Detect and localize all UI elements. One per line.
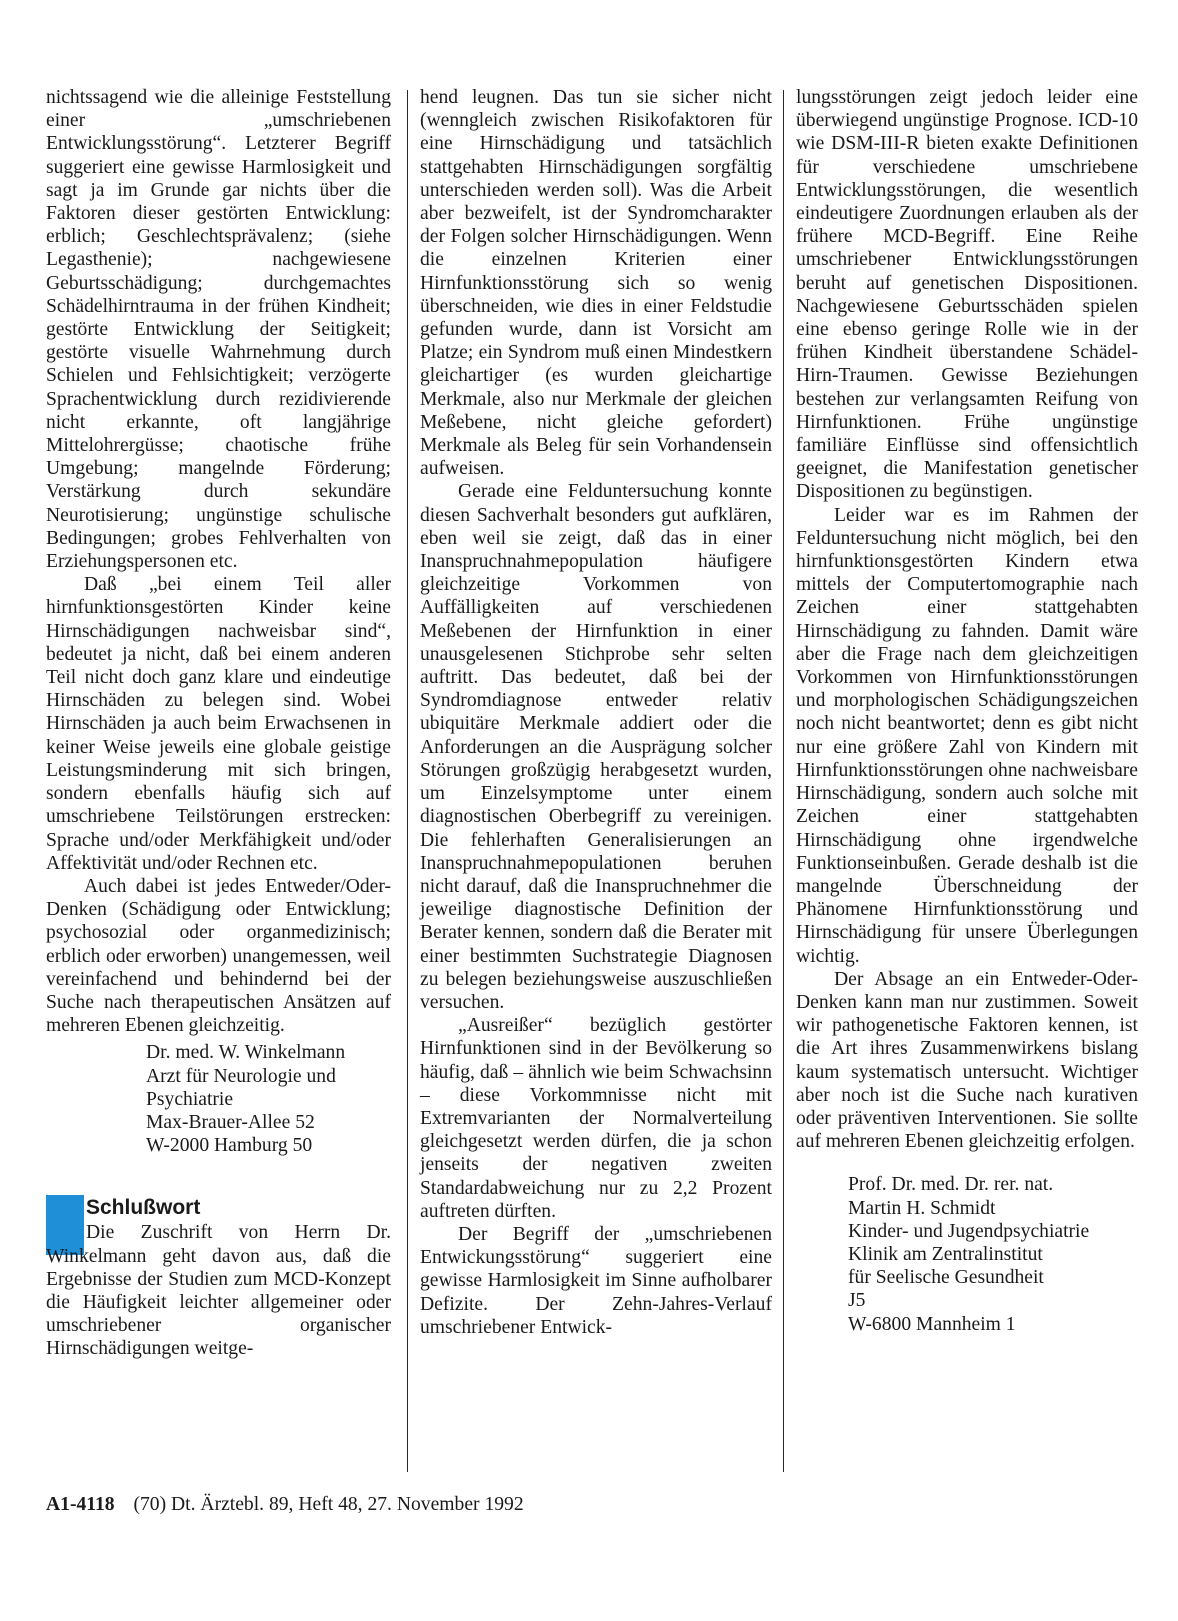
body-paragraph: hend leugnen. Das tun sie sicher nicht (wenngleich zwischen Risikofaktoren für eine Hirnschädigung und tatsächlich stattgehabten Hirnschädigungen sorgfältig unterschieden werden soll). Was die Arbeit aber bezweifelt, ist der Syndromcharakter der Folgen solcher Hirnschädigungen. Wenn die einzelnen Kriterien einer Hirnfunktionsstörung sich so wenig überschneiden, wie dies in einer Feldstudie gefunden wurde, dann ist Vorsicht am Platze; ein Syndrom muß einen Mindestkern gleichartiger (es wurden gleichartige Merkmale, also nur Merkmale der gleichen Meßebene, nicht gleiche gefordert) Merkmale als Beleg für sein Vorhandensein aufweisen. xyxy=(420,87,772,480)
signature-line: Klinik am Zentralinstitut xyxy=(848,1243,1043,1265)
column-2 xyxy=(420,86,772,1339)
column-divider xyxy=(407,90,408,1472)
page-code: A1-4118 xyxy=(46,1494,115,1515)
body-paragraph: nichtssagend wie die alleinige Feststellung einer „umschriebenen Entwicklungsstörung“. Letzterer Begriff suggeriert eine gewisse Harmlosigkeit und sagt ja im Grunde gar nichts über die Faktoren dieser gestörten Entwicklung: erblich; Geschlechtsprävalenz; (siehe Legasthenie); nachgewiesene Geburtsschädigung; durchgemachtes Schädelhirntrauma in der frühen Kindheit; gestörte Entwicklung der Seitigkeit; gestörte visuelle Wahrnehmung durch Schielen und Fehlsichtigkeit; verzögerte Sprachentwicklung durch rezidivierende nicht erkannte, oft langjährige Mittelohrergüsse; chaotische frühe Umgebung; mangelnde Förderung; Verstärkung durch sekundäre Neurotisierung; ungünstige schulische Bedingungen; grobes Fehlverhalten von Erziehungspersonen etc. xyxy=(46,87,391,573)
signature-line: für Seelische Gesundheit xyxy=(848,1267,1044,1289)
column-3 xyxy=(796,86,1138,1336)
body-paragraph: Der Absage an ein Entweder-Oder-Denken kann man nur zustimmen. Soweit wir pathogenetische Faktoren kennen, ist die Art ihres Zusammenwirkens bislang kaum systematisch untersucht. Wichtiger aber noch ist die Suche nach kurativen oder präventiven Interventionen. Sie sollte auf mehreren Ebenen gleichzeitig erfolgen. xyxy=(796,968,1138,1153)
body-paragraph: Daß „bei einem Teil aller hirnfunktionsgestörten Kinder keine Hirnschädigungen nachweisbar sind“, bedeutet ja nicht, daß bei einem anderen Teil nicht doch ganz klare und eindeutige Hirnschäden zu belegen sind. Wobei Hirnschäden ja auch beim Erwachsenen in keiner Weise jeweils eine globale geistige Leistungsminderung mit sich bringen, sondern ebenfalls häufig sich auf umschriebene Teilstörungen erstrecken: Sprache und/oder Merkfähigkeit und/oder Affektivität und/oder Rechnen etc. xyxy=(46,574,391,874)
signature-line: Arzt für Neurologie und xyxy=(146,1065,336,1087)
body-paragraph: Die Zuschrift von Herrn Dr. Winkelmann geht davon aus, daß die Ergebnisse der Studien zum MCD-Konzept die Häufigkeit leichter allgemeiner oder umschriebener organischer Hirnschädigungen weitge- xyxy=(46,1222,391,1360)
body-paragraph: Der Begriff der „umschriebenen Entwickungsstörung“ suggeriert eine gewisse Harmlosigkeit im Sinne aufholbarer Defizite. Der Zehn-Jahres-Verlauf umschriebener Entwick- xyxy=(420,1223,772,1338)
signature-line: Kinder- und Jugendpsychiatrie xyxy=(848,1220,1090,1242)
body-paragraph: Leider war es im Rahmen der Felduntersuchung nicht möglich, bei den hirnfunktionsgestörten Kindern etwa mittels der Computertomographie nach Zeichen einer stattgehabten Hirnschädigung zu fahnden. Damit wäre aber die Frage nach dem gleichzeitigen Vorkommen von Hirnfunktionsstörungen und morphologischen Schädigungszeichen noch nicht beantwortet; denn es gibt nicht nur eine größere Zahl von Kindern mit Hirnfunktionsstörungen ohne nachweisbare Hirnschädigung, sondern auch solche mit Zeichen einer stattgehabten Hirnschädigung ohne irgendwelche Funktionseinbußen. Gerade deshalb ist die mangelnde Überschneidung der Phänomene Hirnfunktionsstörung und Hirnschädigung für unsere Überlegungen wichtig. xyxy=(796,504,1138,967)
body-paragraph: Gerade eine Felduntersuchung konnte diesen Sachverhalt besonders gut aufklären, eben weil sie zeigt, daß das in einer Inanspruchnahmepopulation häufigere gleichzeitige Vorkommen von Auffälligkeiten auf verschiedenen Meßebenen der Hirnfunktion in einer unausgelesenen Stichprobe sehr selten auftritt. Das bedeutet, daß bei der Syndromdiagnose entweder relativ ubiquitäre Merkmale addiert oder die Anforderungen an die Ausprägung solcher Störungen großzügig herabgesetzt wurden, um Einzelsymptome unter einem diagnostischen Oberbegriff zu vereinigen. Die fehlerhaften Generalisierungen an Inanspruchnahmepopulationen beruhen nicht darauf, daß die Inanspruchnehmer die jeweilige diagnostische Definition der Berater kennen, sondern daß die Berater mit einer bestimmten Suchstrategie Diagnosen zu belegen beziehungsweise auszuschließen versuchen. xyxy=(420,481,772,1013)
signature-line: W-2000 Hamburg 50 xyxy=(146,1135,313,1157)
section-heading-block xyxy=(46,1195,391,1360)
signature-line: Psychiatrie xyxy=(146,1088,234,1110)
column-1 xyxy=(46,86,391,1361)
signature-line: W-6800 Mannheim 1 xyxy=(848,1313,1016,1335)
author-signature xyxy=(46,1041,391,1157)
author-signature xyxy=(796,1173,1138,1335)
journal-citation: (70) Dt. Ärztebl. 89, Heft 48, 27. November 1992 xyxy=(133,1494,524,1515)
signature-line: Prof. Dr. med. Dr. rer. nat. xyxy=(848,1174,1054,1196)
body-paragraph: lungsstörungen zeigt jedoch leider eine überwiegend ungünstige Prognose. ICD-10 wie DSM-III-R bieten exakte Definitionen für verschiedene umschriebene Entwicklungsstörungen, die wesentlich eindeutigere Zuordnungen erlauben als der frühere MCD-Begriff. Eine Reihe umschriebener Entwicklungsstörungen beruht auf genetischen Dispositionen. Nachgewiesene Geburtsschäden spielen eine ebenso geringe Rolle wie in der frühen Kindheit überstandene Schädel-Hirn-Traumen. Gewisse Beziehungen bestehen zur verlangsamten Reifung von Hirnfunktionen. Frühe ungünstige familiäre Einflüsse sind offensichtlich geeignet, die Manifestation genetischer Dispositionen zu begünstigen. xyxy=(796,87,1138,503)
signature-line: Dr. med. W. Winkelmann xyxy=(146,1042,346,1064)
body-paragraph: „Ausreißer“ bezüglich gestörter Hirnfunktionen sind in der Bevölkerung so häufig, daß – ähnlich wie beim Schwachsinn – diese Vorkommnisse nicht mit Extremvarianten der Normalverteilung gleichgesetzt werden dürfen, die ja schon jenseits der negativen zweiten Standardabweichung nur zu 2,2 Prozent auftreten dürften. xyxy=(420,1015,772,1222)
column-divider xyxy=(783,90,784,1472)
signature-line: Max-Brauer-Allee 52 xyxy=(146,1111,315,1133)
signature-line: Martin H. Schmidt xyxy=(848,1197,996,1219)
page-footer xyxy=(46,1494,524,1516)
signature-line: J5 xyxy=(848,1290,866,1312)
section-heading: Schlußwort xyxy=(86,1196,201,1220)
body-paragraph: Auch dabei ist jedes Entweder/Oder-Denken (Schädigung oder Entwicklung; psychosozial oder organmedizinisch; erblich oder erworben) unangemessen, weil vereinfachend und behindernd bei der Suche nach therapeutischen Ansätzen auf mehreren Ebenen gleichzeitig. xyxy=(46,875,391,1037)
